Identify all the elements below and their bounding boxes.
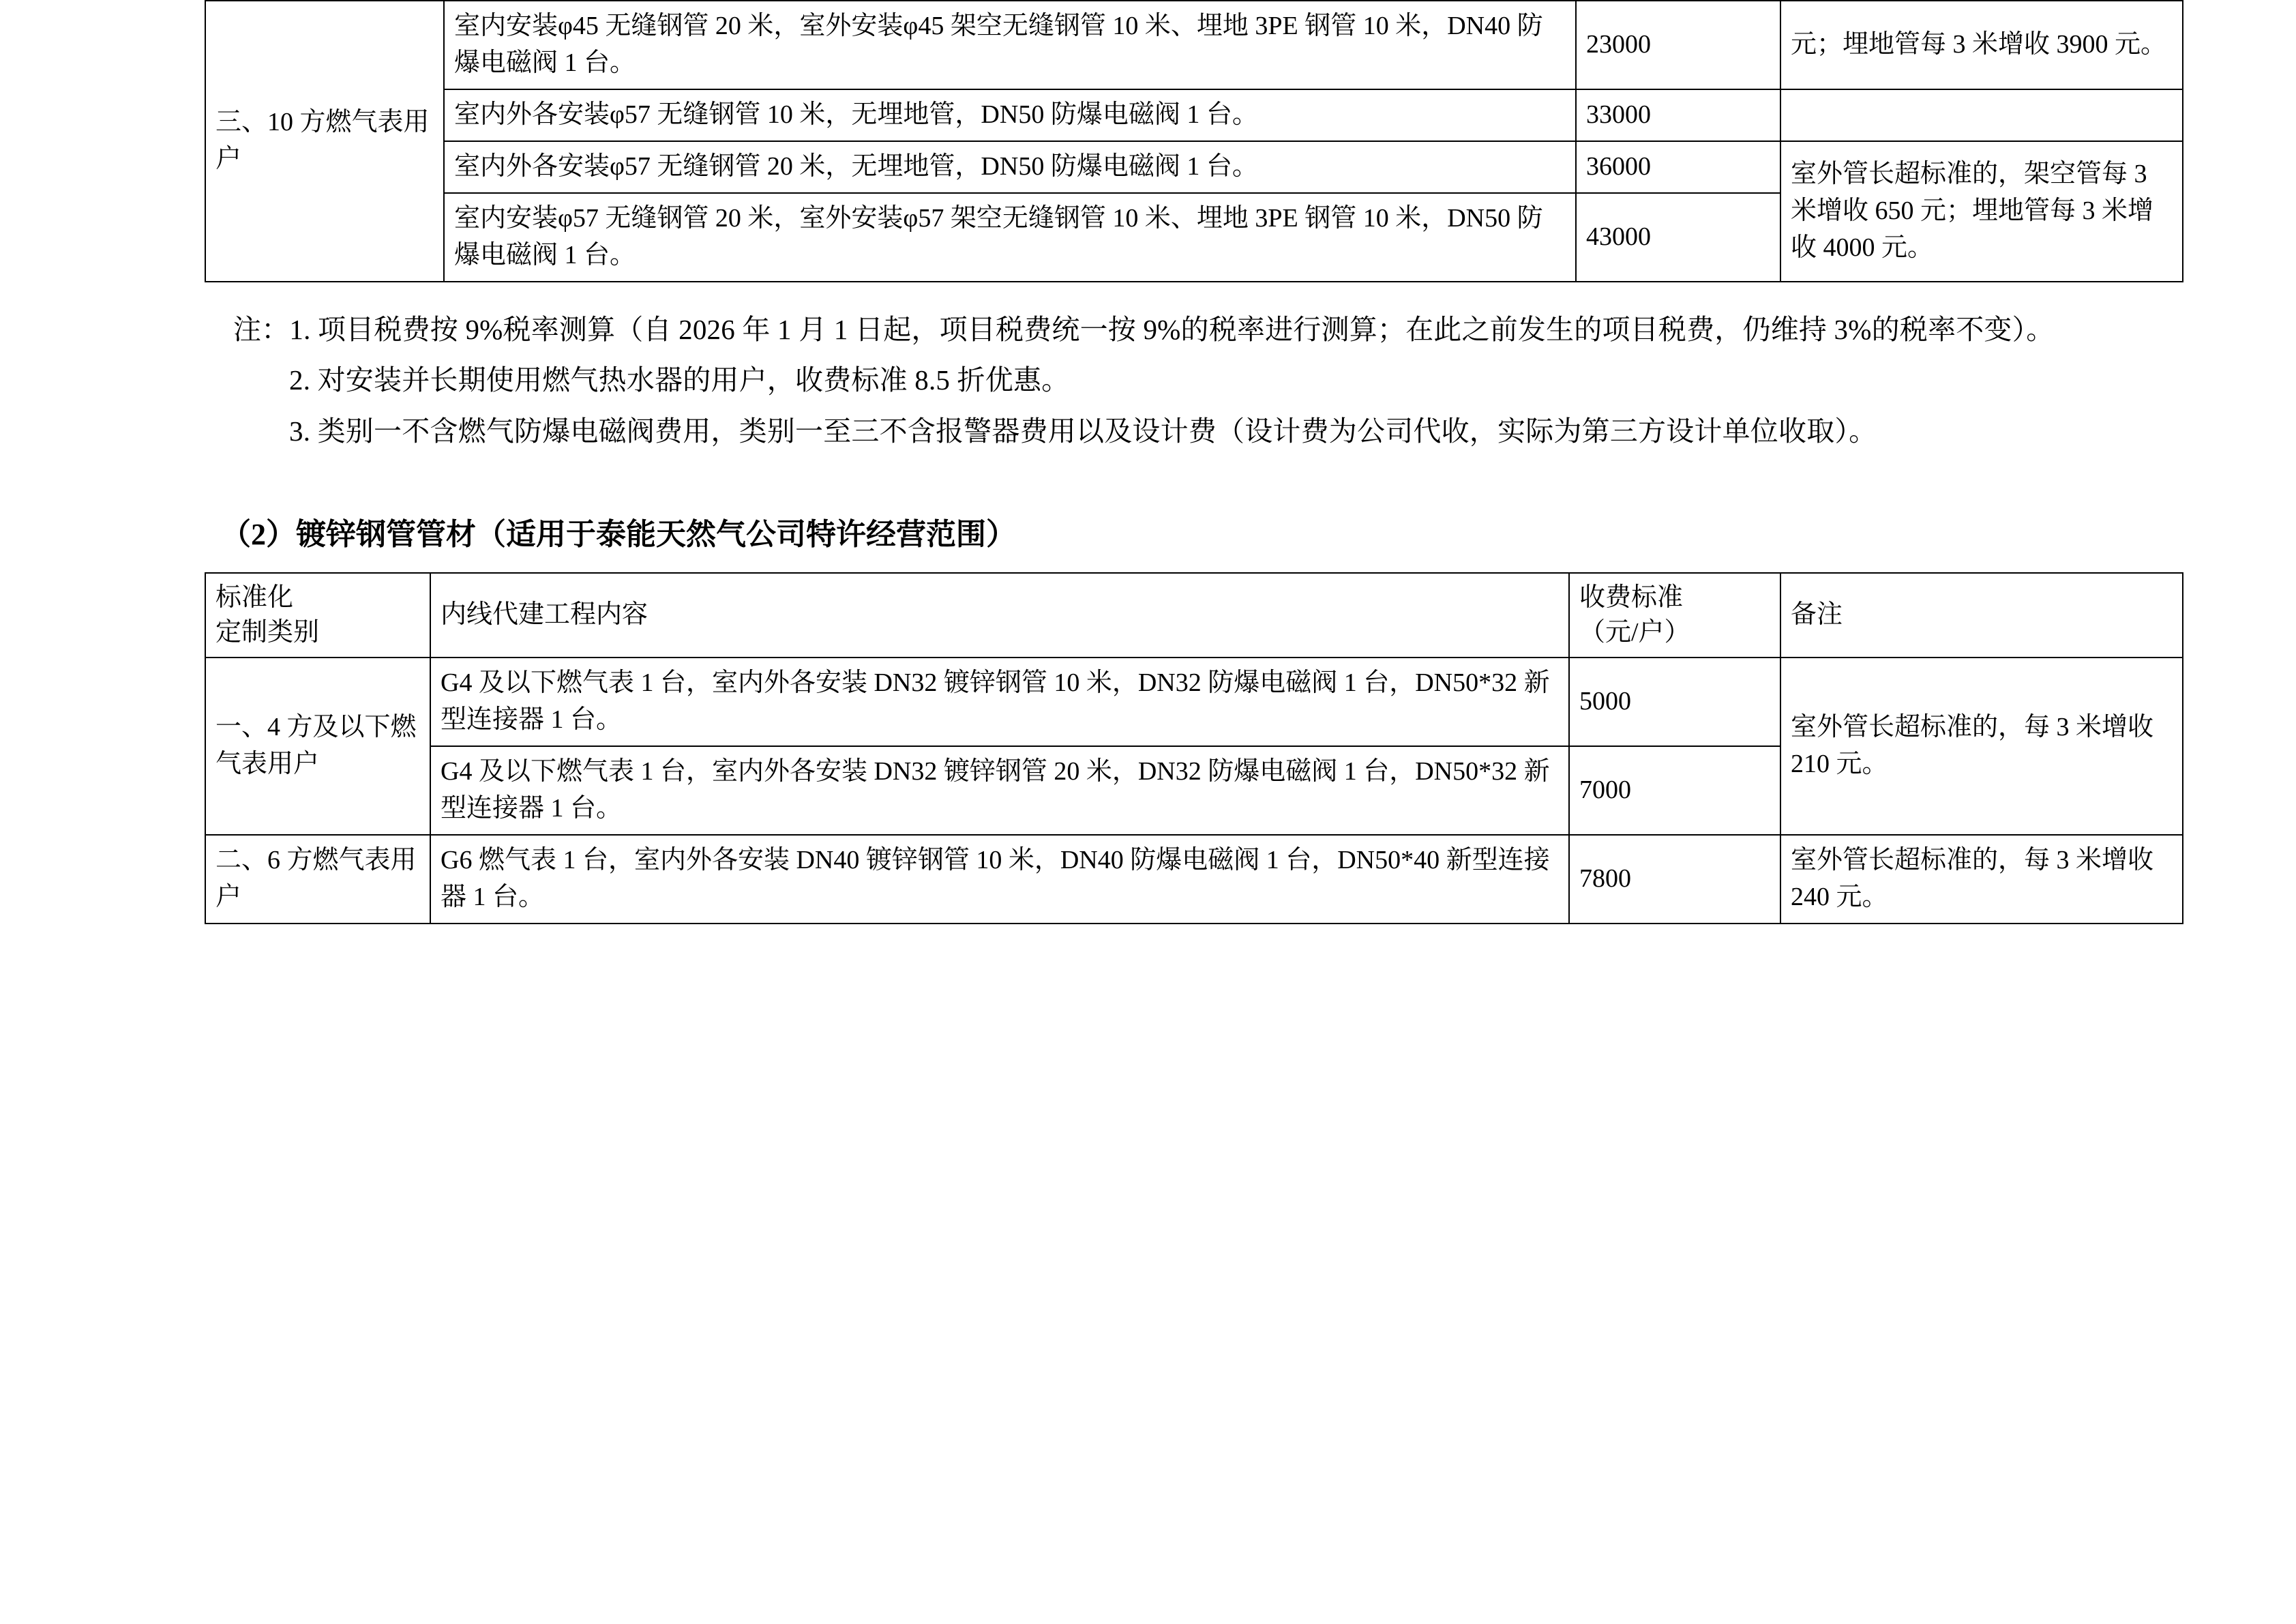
note-1: 注：1. 项目税费按 9%税率测算（自 2026 年 1 月 1 日起，项目税费统一按 9%的税率进行测算；在此之前发生的项目税费，仍维持 3%的税率不变）。 xyxy=(233,313,2055,345)
header-price-line1: 收费标准 xyxy=(1579,582,1684,612)
note-cell: 室外管长超标准的，架空管每 3 米增收 650 元；埋地管每 3 米增收 4000 元。 xyxy=(1780,141,2183,282)
note-cell: 元；埋地管每 3 米增收 3900 元。 xyxy=(1780,1,2183,89)
note-3: 3. 类别一不含燃气防爆电磁阀费用，类别一至三不含报警器费用以及设计费（设计费为公司代收，实际为第三方设计单位收取）。 xyxy=(289,415,1877,447)
table-header-row xyxy=(205,573,2183,658)
description-cell: G4 及以下燃气表 1 台，室内外各安装 DN32 镀锌钢管 20 米，DN32 防爆电磁阀 1 台，DN50*32 新型连接器 1 台。 xyxy=(430,746,1569,835)
description-cell: G4 及以下燃气表 1 台，室内外各安装 DN32 镀锌钢管 10 米，DN32 防爆电磁阀 1 台，DN50*32 新型连接器 1 台。 xyxy=(430,658,1569,746)
header-content: 内线代建工程内容 xyxy=(430,573,1569,658)
header-category-line1: 标准化 xyxy=(215,582,294,612)
price-cell: 7800 xyxy=(1569,835,1780,924)
table-row xyxy=(205,141,2183,193)
header-price xyxy=(1569,573,1780,658)
pricing-table-seamless-steel xyxy=(205,0,2183,282)
price-cell: 43000 xyxy=(1576,193,1780,282)
notes-block xyxy=(205,306,2091,456)
price-cell: 5000 xyxy=(1569,658,1780,746)
table-row xyxy=(205,89,2183,141)
description-cell: 室内外各安装φ57 无缝钢管 20 米，无埋地管，DN50 防爆电磁阀 1 台。 xyxy=(444,141,1576,193)
header-note: 备注 xyxy=(1780,573,2183,658)
category-cell: 三、10 方燃气表用户 xyxy=(205,1,444,282)
table-row xyxy=(205,1,2183,89)
price-cell: 23000 xyxy=(1576,1,1780,89)
price-cell: 36000 xyxy=(1576,141,1780,193)
note-2: 2. 对安装并长期使用燃气热水器的用户，收费标准 8.5 折优惠。 xyxy=(289,364,1070,396)
section-heading-galvanized: （2）镀锌钢管管材（适用于泰能天然气公司特许经营范围） xyxy=(221,518,1016,552)
table-row xyxy=(205,658,2183,746)
description-cell: 室内安装φ45 无缝钢管 20 米，室外安装φ45 架空无缝钢管 10 米、埋地 3PE 钢管 10 米，DN40 防爆电磁阀 1 台。 xyxy=(444,1,1576,89)
note-cell: 室外管长超标准的，每 3 米增收 210 元。 xyxy=(1780,658,2183,835)
price-cell: 7000 xyxy=(1569,746,1780,835)
pricing-table-galvanized-steel xyxy=(205,572,2183,924)
note-cell-empty xyxy=(1780,89,2183,141)
category-cell: 一、4 方及以下燃气表用户 xyxy=(205,658,430,835)
description-cell: 室内外各安装φ57 无缝钢管 10 米，无埋地管，DN50 防爆电磁阀 1 台。 xyxy=(444,89,1576,141)
description-cell: 室内安装φ57 无缝钢管 20 米，室外安装φ57 架空无缝钢管 10 米、埋地 3PE 钢管 10 米，DN50 防爆电磁阀 1 台。 xyxy=(444,193,1576,282)
description-cell: G6 燃气表 1 台，室内外各安装 DN40 镀锌钢管 10 米，DN40 防爆电磁阀 1 台，DN50*40 新型连接器 1 台。 xyxy=(430,835,1569,924)
header-price-line2: （元/户） xyxy=(1579,618,1690,647)
category-cell: 二、6 方燃气表用户 xyxy=(205,835,430,924)
table-row xyxy=(205,835,2183,924)
price-cell: 33000 xyxy=(1576,89,1780,141)
header-category xyxy=(205,573,430,658)
note-cell: 室外管长超标准的，每 3 米增收 240 元。 xyxy=(1780,835,2183,924)
header-category-line2: 定制类别 xyxy=(215,618,320,647)
